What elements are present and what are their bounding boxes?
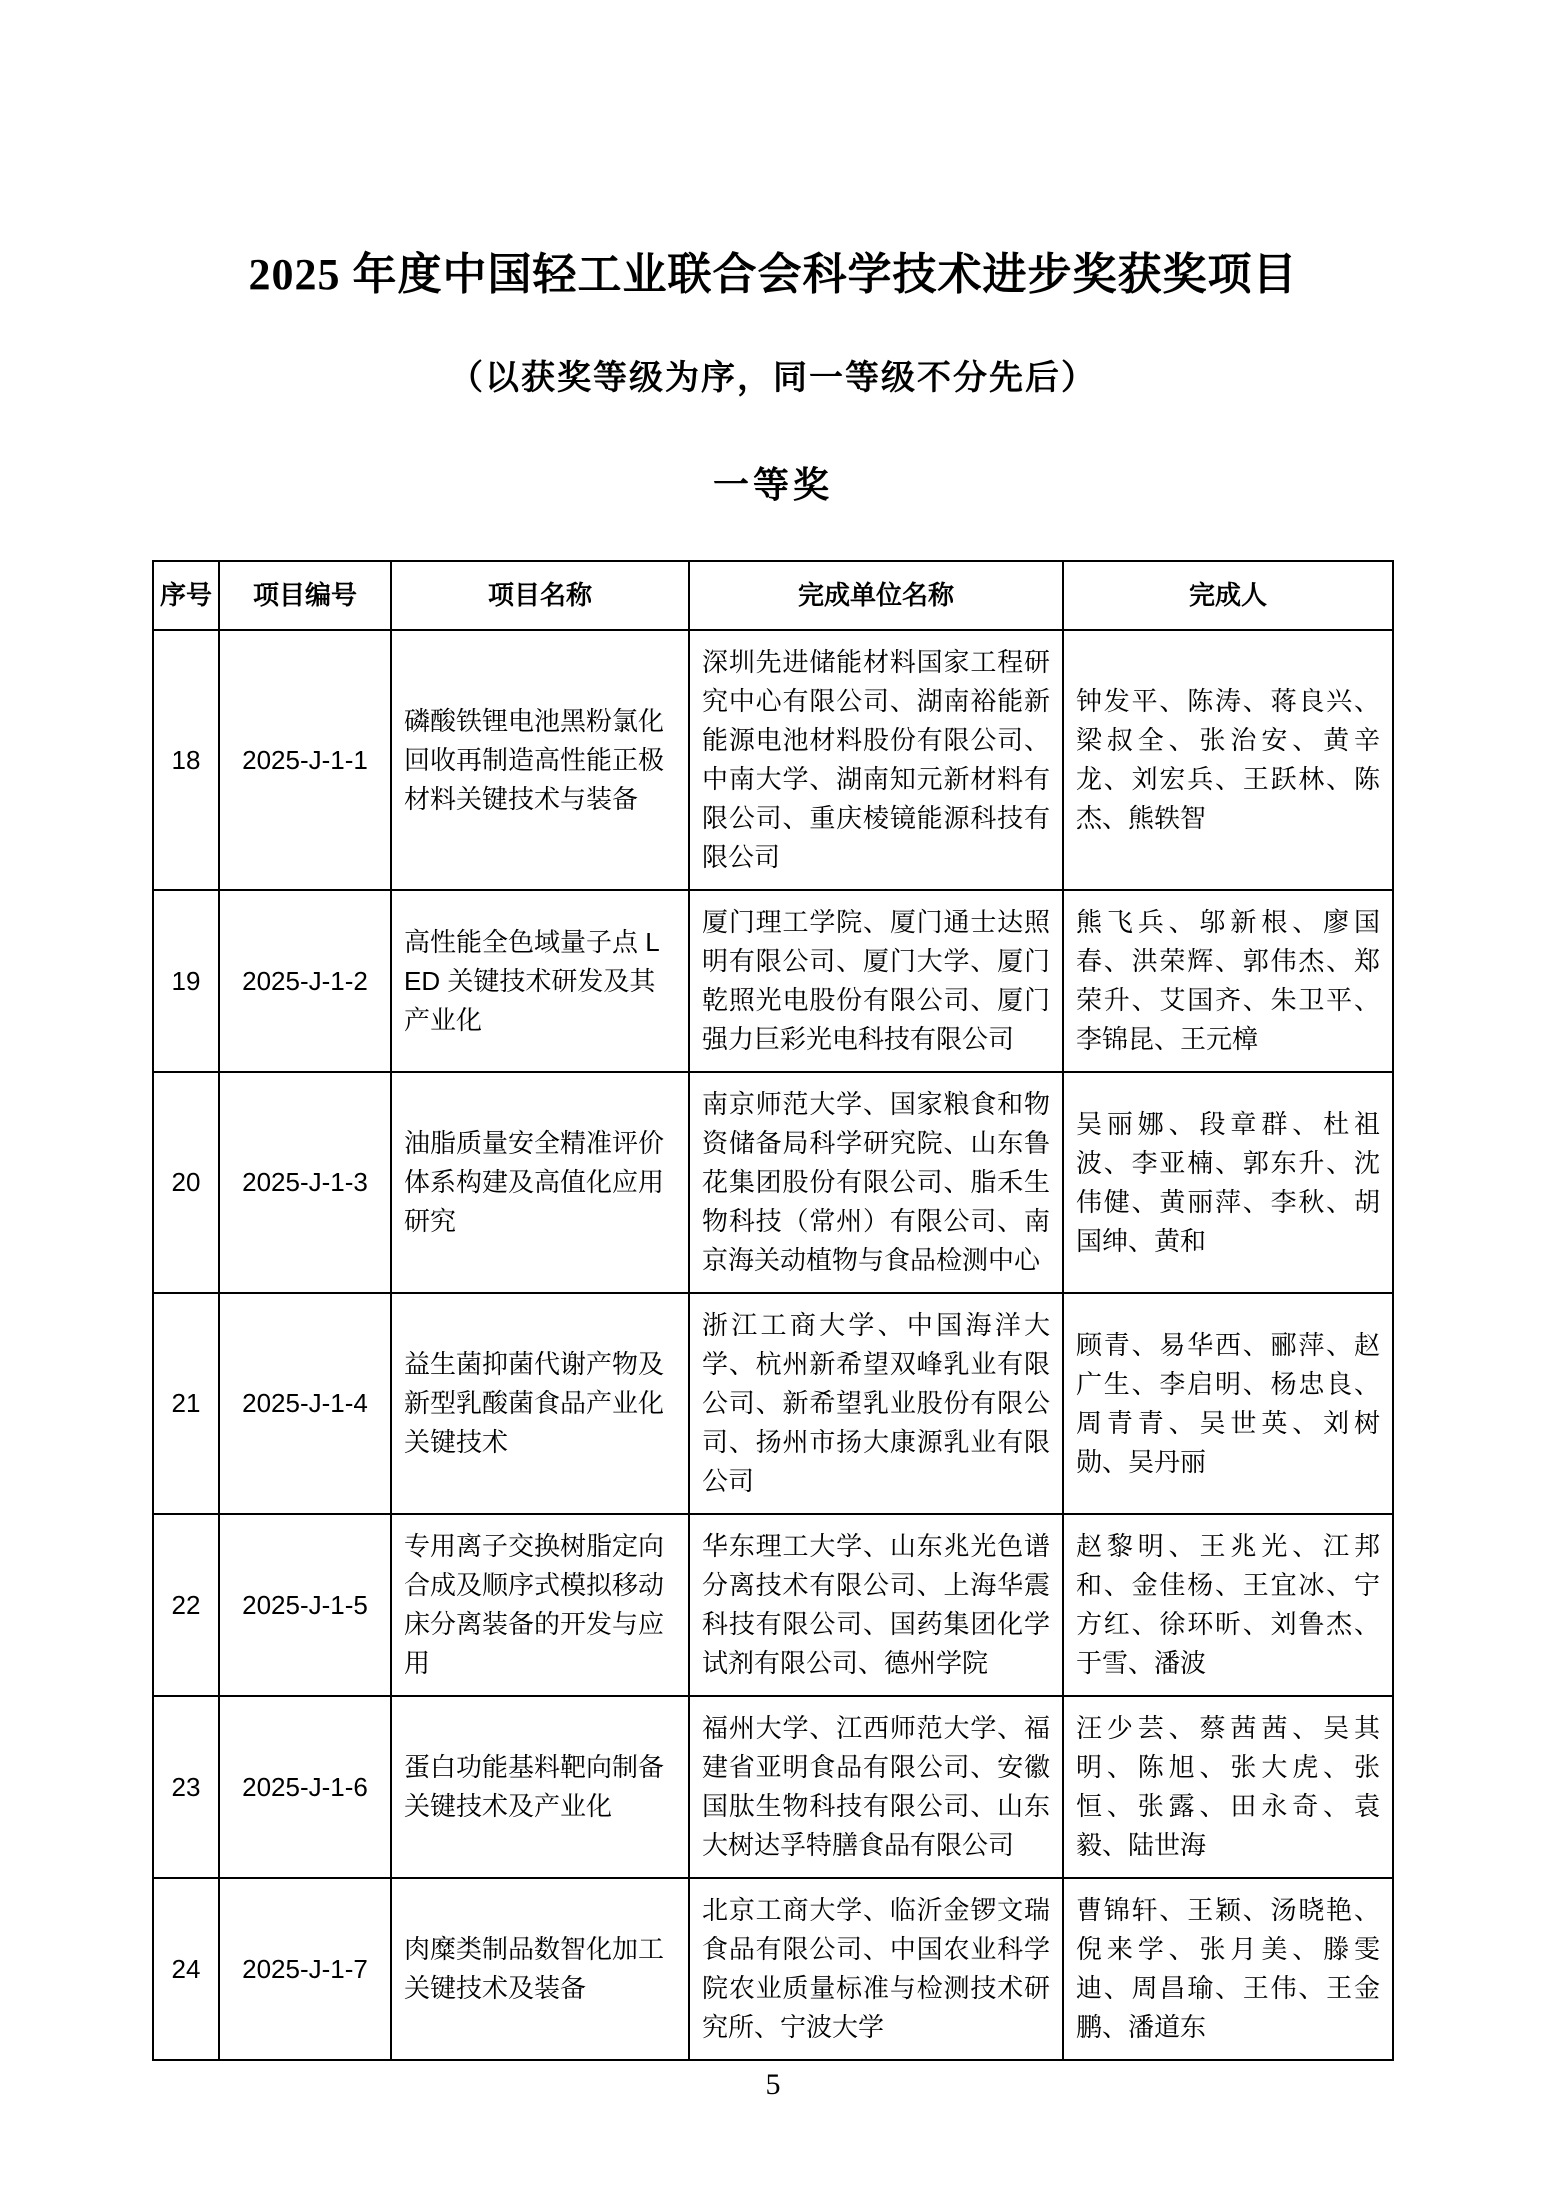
table-header [153,561,1393,630]
table-row [153,1514,1393,1696]
cell-project-name: 磷酸铁锂电池黑粉氯化回收再制造高性能正极材料关键技术与装备 [391,630,689,890]
cell-org-name: 北京工商大学、临沂金锣文瑞食品有限公司、中国农业科学院农业质量标准与检测技术研究所、宁波大学 [689,1878,1063,2060]
cell-org-name: 厦门理工学院、厦门通士达照明有限公司、厦门大学、厦门乾照光电股份有限公司、厦门强力巨彩光电科技有限公司 [689,890,1063,1072]
cell-org-name: 南京师范大学、国家粮食和物资储备局科学研究院、山东鲁花集团股份有限公司、脂禾生物科技（常州）有限公司、南京海关动植物与食品检测中心 [689,1072,1063,1293]
table-row [153,1293,1393,1514]
cell-project-id: 2025-J-1-6 [219,1696,391,1878]
cell-project-id: 2025-J-1-7 [219,1878,391,2060]
cell-people: 曹锦轩、王颖、汤晓艳、倪来学、张月美、滕雯迪、周昌瑜、王伟、王金鹏、潘道东 [1063,1878,1393,2060]
cell-people: 熊飞兵、邬新根、廖国春、洪荣辉、郭伟杰、郑荣升、艾国齐、朱卫平、李锦昆、王元樟 [1063,890,1393,1072]
cell-project-name: 肉糜类制品数智化加工关键技术及装备 [391,1878,689,2060]
cell-people: 顾青、易华西、郦萍、赵广生、李启明、杨忠良、周青青、吴世英、刘树勋、吴丹丽 [1063,1293,1393,1514]
cell-seq: 20 [153,1072,219,1293]
table-row [153,630,1393,890]
cell-project-name: 专用离子交换树脂定向合成及顺序式模拟移动床分离装备的开发与应用 [391,1514,689,1696]
page-number: 5 [765,2068,781,2101]
table-row [153,1072,1393,1293]
header-row [153,561,1393,630]
cell-people: 汪少芸、蔡茜茜、吴其明、陈旭、张大虎、张恒、张露、田永奇、袁毅、陆世海 [1063,1696,1393,1878]
cell-org-name: 福州大学、江西师范大学、福建省亚明食品有限公司、安徽国肽生物科技有限公司、山东大树达孚特膳食品有限公司 [689,1696,1063,1878]
cell-people: 钟发平、陈涛、蒋良兴、梁叔全、张治安、黄辛龙、刘宏兵、王跃林、陈杰、熊轶智 [1063,630,1393,890]
table-row [153,890,1393,1072]
cell-project-name: 蛋白功能基料靶向制备关键技术及产业化 [391,1696,689,1878]
page-subtitle: （以获奖等级为序，同一等级不分先后） [449,359,1097,397]
table-row [153,1696,1393,1878]
cell-project-id: 2025-J-1-1 [219,630,391,890]
cell-seq: 21 [153,1293,219,1514]
cell-project-id: 2025-J-1-4 [219,1293,391,1514]
cell-org-name: 浙江工商大学、中国海洋大学、杭州新希望双峰乳业有限公司、新希望乳业股份有限公司、扬州市扬大康源乳业有限公司 [689,1293,1063,1514]
header-project-id: 项目编号 [219,561,391,630]
header-org-name: 完成单位名称 [689,561,1063,630]
table-body [153,630,1393,2060]
cell-project-name: 益生菌抑菌代谢产物及新型乳酸菌食品产业化关键技术 [391,1293,689,1514]
cell-seq: 19 [153,890,219,1072]
cell-seq: 22 [153,1514,219,1696]
cell-project-name: 油脂质量安全精准评价体系构建及高值化应用研究 [391,1072,689,1293]
header-seq: 序号 [153,561,219,630]
awards-table [152,560,1394,2061]
header-project-name: 项目名称 [391,561,689,630]
cell-project-name: 高性能全色域量子点 LED 关键技术研发及其产业化 [391,890,689,1072]
header-people: 完成人 [1063,561,1393,630]
cell-org-name: 深圳先进储能材料国家工程研究中心有限公司、湖南裕能新能源电池材料股份有限公司、中南大学、湖南知元新材料有限公司、重庆棱镜能源科技有限公司 [689,630,1063,890]
cell-project-id: 2025-J-1-5 [219,1514,391,1696]
cell-project-id: 2025-J-1-3 [219,1072,391,1293]
page-title: 2025 年度中国轻工业联合会科学技术进步奖获奖项目 [248,250,1298,299]
cell-seq: 23 [153,1696,219,1878]
cell-people: 吴丽娜、段章群、杜祖波、李亚楠、郭东升、沈伟健、黄丽萍、李秋、胡国绅、黄和 [1063,1072,1393,1293]
section-heading-first-prize: 一等奖 [712,464,833,505]
cell-people: 赵黎明、王兆光、江邦和、金佳杨、王宜冰、宁方红、徐环昕、刘鲁杰、于雪、潘波 [1063,1514,1393,1696]
cell-project-id: 2025-J-1-2 [219,890,391,1072]
cell-org-name: 华东理工大学、山东兆光色谱分离技术有限公司、上海华震科技有限公司、国药集团化学试剂有限公司、德州学院 [689,1514,1063,1696]
cell-seq: 18 [153,630,219,890]
cell-seq: 24 [153,1878,219,2060]
table-row [153,1878,1393,2060]
